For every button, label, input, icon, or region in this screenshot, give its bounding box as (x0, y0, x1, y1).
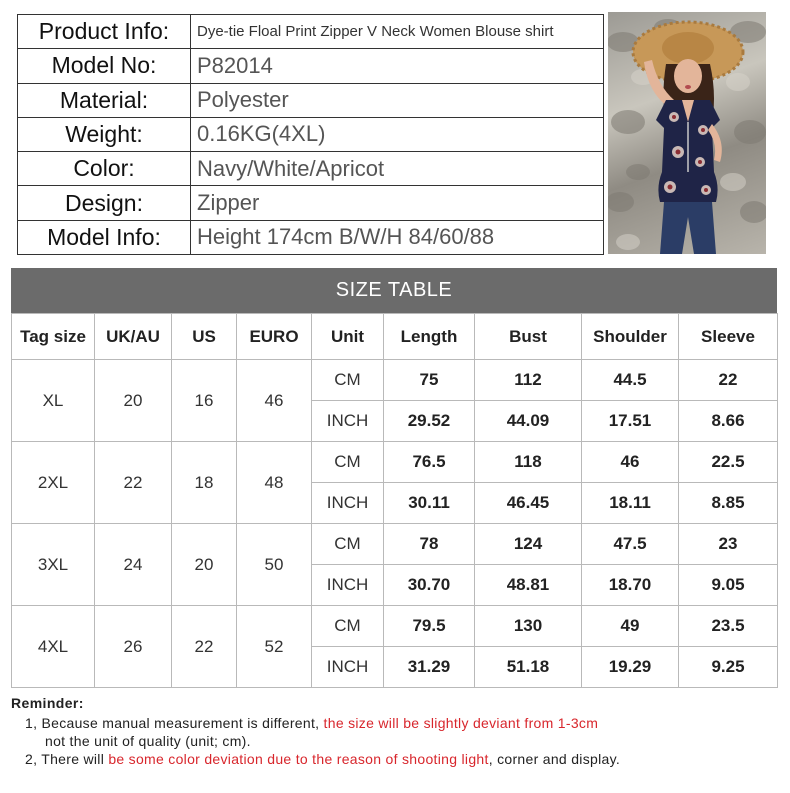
product-info-value: Zipper (191, 186, 604, 220)
size-uk-cell: 24 (95, 524, 172, 606)
size-table-header-cell: Unit (312, 314, 384, 360)
size-table-header-cell: UK/AU (95, 314, 172, 360)
size-length-cell: 30.70 (384, 565, 475, 606)
size-uk-cell: 26 (95, 606, 172, 688)
size-bust-cell: 112 (475, 360, 582, 401)
size-table-header-cell: Shoulder (582, 314, 679, 360)
size-table-title: SIZE TABLE (11, 268, 777, 313)
product-info-label: Model No: (18, 49, 191, 83)
reminder-line-1-highlight: the size will be slightly deviant from 1-3cm (323, 715, 599, 731)
size-shoulder-cell: 44.5 (582, 360, 679, 401)
size-unit-cell: INCH (312, 565, 384, 606)
size-unit-cell: CM (312, 606, 384, 647)
size-length-cell: 30.11 (384, 483, 475, 524)
size-us-cell: 18 (172, 442, 237, 524)
product-info-value: Navy/White/Apricot (191, 152, 604, 186)
size-table-row (12, 360, 778, 401)
size-length-cell: 78 (384, 524, 475, 565)
reminder-title: Reminder: (11, 695, 84, 711)
size-shoulder-cell: 18.70 (582, 565, 679, 606)
size-tag-cell: 2XL (12, 442, 95, 524)
size-tag-cell: 4XL (12, 606, 95, 688)
product-info-row (18, 49, 604, 83)
size-uk-cell: 22 (95, 442, 172, 524)
size-table-header-cell: Length (384, 314, 475, 360)
product-info-table (17, 14, 604, 255)
size-euro-cell: 48 (237, 442, 312, 524)
product-info-value: Height 174cm B/W/H 84/60/88 (191, 220, 604, 254)
reminder-line-1-text: 1, Because manual measurement is different, (25, 715, 324, 731)
size-length-cell: 79.5 (384, 606, 475, 647)
size-table-header-row (12, 314, 778, 360)
size-table-row (12, 442, 778, 483)
size-unit-cell: INCH (312, 401, 384, 442)
size-shoulder-cell: 19.29 (582, 647, 679, 688)
size-shoulder-cell: 46 (582, 442, 679, 483)
reminder-line-2-text: 2, There will (25, 751, 109, 767)
product-info-label: Weight: (18, 117, 191, 151)
model-photo (608, 12, 766, 254)
size-us-cell: 22 (172, 606, 237, 688)
size-table-header-cell: US (172, 314, 237, 360)
reminder-line-1 (11, 714, 781, 732)
product-info-row (18, 186, 604, 220)
product-info-row (18, 152, 604, 186)
size-table-header-cell: Tag size (12, 314, 95, 360)
size-table-body (12, 360, 778, 688)
size-unit-cell: CM (312, 524, 384, 565)
size-sleeve-cell: 23.5 (679, 606, 778, 647)
size-length-cell: 76.5 (384, 442, 475, 483)
size-euro-cell: 52 (237, 606, 312, 688)
size-table-row (12, 606, 778, 647)
size-us-cell: 16 (172, 360, 237, 442)
product-info-value: P82014 (191, 49, 604, 83)
size-bust-cell: 118 (475, 442, 582, 483)
product-info-value: Dye-tie Floal Print Zipper V Neck Women Blouse shirt (191, 15, 604, 49)
reminder-line-2-highlight: be some color deviation due to the reason of shooting light (108, 751, 489, 767)
product-info-body (18, 15, 604, 255)
size-tag-cell: XL (12, 360, 95, 442)
size-euro-cell: 46 (237, 360, 312, 442)
size-length-cell: 75 (384, 360, 475, 401)
size-sleeve-cell: 9.05 (679, 565, 778, 606)
size-sleeve-cell: 8.85 (679, 483, 778, 524)
product-info-label: Material: (18, 83, 191, 117)
product-info-row (18, 117, 604, 151)
reminder-section (11, 694, 781, 768)
size-table-row (12, 524, 778, 565)
size-sleeve-cell: 8.66 (679, 401, 778, 442)
size-shoulder-cell: 17.51 (582, 401, 679, 442)
size-shoulder-cell: 47.5 (582, 524, 679, 565)
size-bust-cell: 44.09 (475, 401, 582, 442)
size-length-cell: 31.29 (384, 647, 475, 688)
size-us-cell: 20 (172, 524, 237, 606)
size-length-cell: 29.52 (384, 401, 475, 442)
size-unit-cell: INCH (312, 647, 384, 688)
size-sleeve-cell: 22 (679, 360, 778, 401)
size-unit-cell: CM (312, 442, 384, 483)
size-shoulder-cell: 18.11 (582, 483, 679, 524)
size-table (11, 313, 778, 688)
size-table-header-cell: Sleeve (679, 314, 778, 360)
reminder-line-1-continued: not the unit of quality (unit; cm). (45, 733, 251, 749)
size-shoulder-cell: 49 (582, 606, 679, 647)
size-euro-cell: 50 (237, 524, 312, 606)
product-info-value: Polyester (191, 83, 604, 117)
size-sleeve-cell: 22.5 (679, 442, 778, 483)
product-info-label: Design: (18, 186, 191, 220)
size-table-header-cell: Bust (475, 314, 582, 360)
reminder-line-2-end: , corner and display. (488, 751, 621, 767)
product-info-value: 0.16KG(4XL) (191, 117, 604, 151)
reminder-line-2 (11, 750, 781, 768)
size-bust-cell: 124 (475, 524, 582, 565)
size-bust-cell: 51.18 (475, 647, 582, 688)
size-uk-cell: 20 (95, 360, 172, 442)
product-info-row (18, 15, 604, 49)
product-info-row (18, 220, 604, 254)
product-info-row (18, 83, 604, 117)
size-bust-cell: 48.81 (475, 565, 582, 606)
product-info-label: Product Info: (18, 15, 191, 49)
size-bust-cell: 46.45 (475, 483, 582, 524)
size-bust-cell: 130 (475, 606, 582, 647)
size-tag-cell: 3XL (12, 524, 95, 606)
size-unit-cell: INCH (312, 483, 384, 524)
product-info-label: Model Info: (18, 220, 191, 254)
size-sleeve-cell: 9.25 (679, 647, 778, 688)
model-photo-illustration (608, 12, 766, 254)
size-table-header-cell: EURO (237, 314, 312, 360)
size-sleeve-cell: 23 (679, 524, 778, 565)
size-unit-cell: CM (312, 360, 384, 401)
product-info-label: Color: (18, 152, 191, 186)
